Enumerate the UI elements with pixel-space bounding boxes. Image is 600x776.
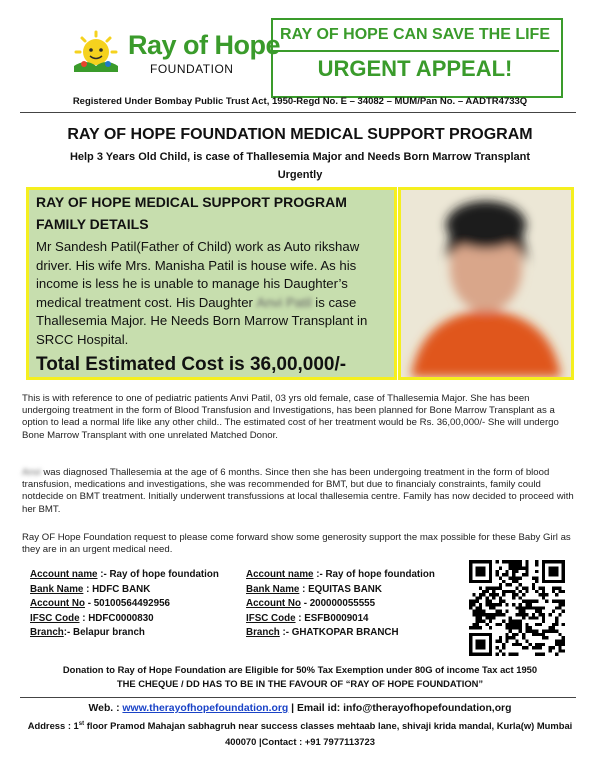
equitas-account-details: Account name :- Ray of hope foundation Bank Name : EQUITAS BANK Account No - 200000055555 IFSC Code : ESFB0009014 Branch :- GHATKOPAR BRANCH [246, 569, 435, 639]
logo-subtitle: FOUNDATION [150, 62, 234, 76]
blurred-child-name: Anvi [22, 467, 41, 478]
blurred-child-image-icon [401, 190, 571, 377]
diagnosis-paragraph: Anvi was diagnosed Thallesemia at the age of 6 months. Since then she has been undergoing treatment in the form of blood transfusion, medications and investigations, she was recommended for BMT, but due to financialy constraints, family could notdecide on BMT treatment. Initially underwent transfussions at local thallesemia centre. Family has now decided to proceed with her BMT. [22, 467, 574, 515]
family-details-heading: FAMILY DETAILS [36, 216, 149, 232]
family-details-text: Mr Sandesh Patil(Father of Child) work as Auto rikshaw driver. His wife Mrs. Manisha Patil is house wife. As his income is less he is unable to manage his Daughter’s medical treatment cost. His Daughter Anvi Patil is case Thallesemia Major. He Needs Born Marrow Transplant in SRCC Hospital. [36, 239, 368, 347]
address-line-2: 400070 |Contact : +91 7977113723 [225, 736, 375, 747]
help-line-2: Urgently [277, 169, 323, 181]
reference-paragraph: This is with reference to one of pediatric patients Anvi Patil, 03 yrs old female, case of Thallesemia Major. She has been undergoing treatment in the form of Blood Transfusion and Investigations, has been planned for Bone Marrow Transplant as a option to lead a normal life like any other child.. The estimated cost of her treatment would be Rs. 36,00,000/- She will undergo Bone Marrow Transplant with one unrelated Matched Donor. [22, 393, 559, 441]
logo-name: Ray of Hope [128, 30, 281, 60]
child-photo [398, 187, 574, 380]
tax-exemption-note: Donation to Ray of Hope Foundation are Eligible for 50% Tax Exemption under 80G of income Tax act 1950 [62, 664, 538, 675]
footer-divider [20, 697, 576, 698]
hdfc-account-details: Account name :- Ray of hope foundation Bank Name : HDFC BANK Account No - 50100564492956 IFSC Code : HDFC0000830 Branch:- Belapur branch [30, 569, 219, 639]
program-title: RAY OF HOPE FOUNDATION MEDICAL SUPPORT PROGRAM [67, 126, 533, 143]
request-paragraph: Ray OF Hope Foundation request to please come forward show some generosity support the max possible for these Baby Girl as they are in an urgent medical need. [22, 532, 571, 556]
blurred-child-name: Anvi Patil [256, 294, 312, 310]
registration-line: Registered Under Bombay Public Trust Act, 1950-Regd No. E – 34082 – MUM/Pan No. – AADTR4733Q [72, 96, 528, 107]
slogan-divider [271, 50, 559, 52]
slogan-line-1: RAY OF HOPE CAN SAVE THE LIFE [280, 26, 550, 43]
website-link[interactable]: www.therayofhopefoundation.org [122, 703, 289, 714]
address-line-1: Address : 1st floor Pramod Mahajan sabhagruh near success classes mehtaab lane, shivaji krida mandal, Kurla(w) Mumbai [27, 720, 573, 731]
cheque-favour-note: THE CHEQUE / DD HAS TO BE IN THE FAVOUR OF “RAY OF HOPE FOUNDATION” [116, 678, 484, 689]
contact-web-email: Web. : www.therayofhopefoundation.org | Email id: info@therayofhopefoundation,org [88, 703, 512, 714]
total-estimated-cost: Total Estimated Cost is 36,00,000/- [36, 354, 347, 375]
header-divider [20, 112, 576, 113]
help-line-1: Help 3 Years Old Child, is case of Thallesemia Major and Needs Born Marrow Transplant [69, 151, 531, 163]
box-heading: RAY OF HOPE MEDICAL SUPPORT PROGRAM [36, 194, 347, 210]
qr-code-icon[interactable] [469, 560, 565, 656]
urgent-appeal-title: URGENT APPEAL! [317, 56, 513, 81]
